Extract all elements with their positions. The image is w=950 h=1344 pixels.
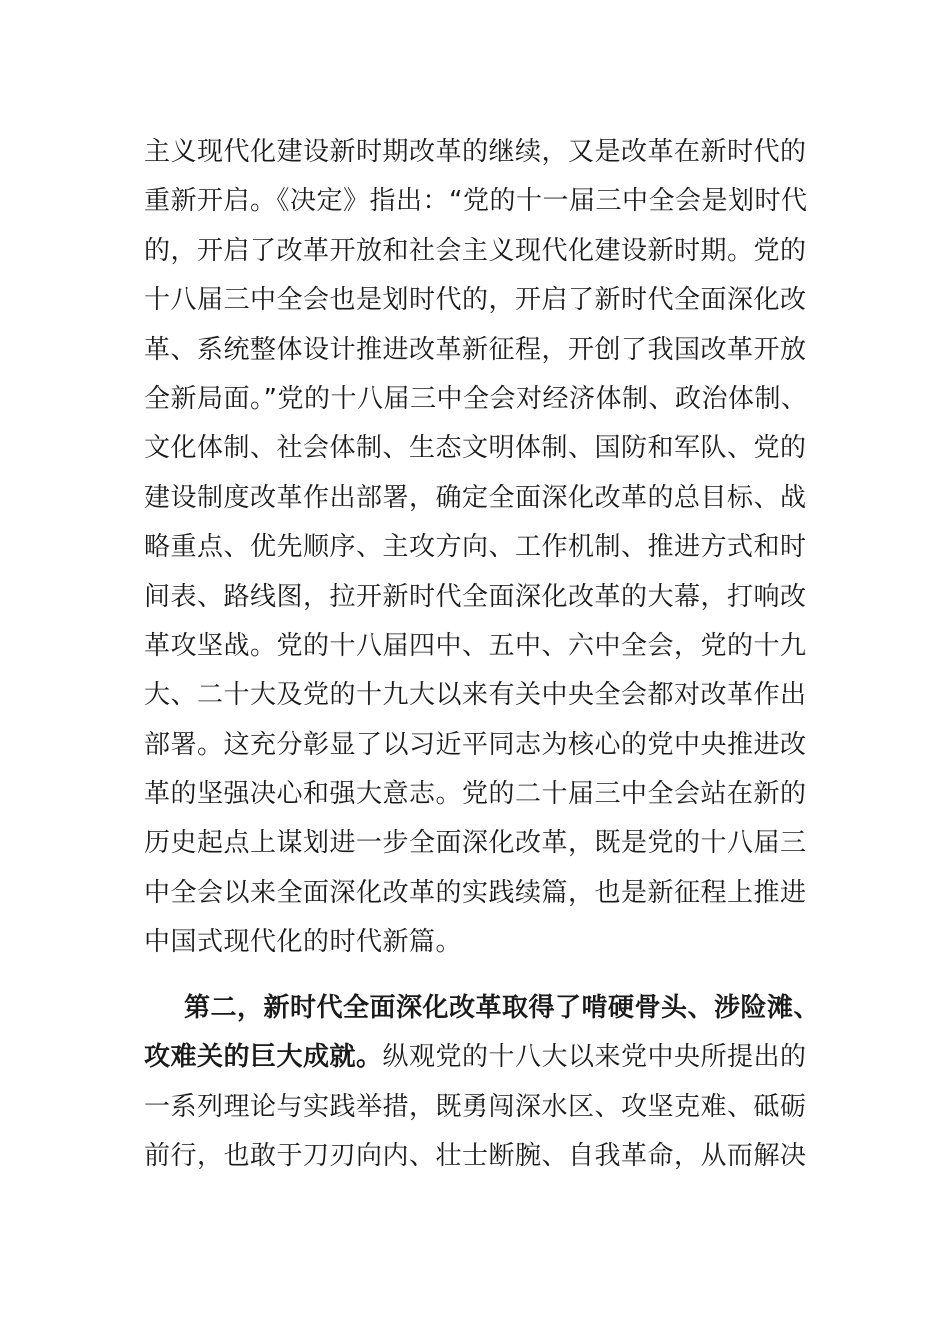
paragraph-2-line-2-text: 纵观党的十八大以来党中央所提出的 <box>382 1042 807 1073</box>
paragraph-2-line-3: 一系列理论与实践举措，既勇闯深水区、攻坚克难、砥砺 <box>144 1091 807 1122</box>
paragraph-2-line-2 <box>144 1033 808 1082</box>
paragraph-2-heading-part-2: 攻难关的巨大成就。 <box>144 1042 383 1073</box>
paragraph-1-line-4: 十八届三中全会也是划时代的，开启了新时代全面深化改 <box>144 285 807 316</box>
paragraph-2-heading-part-1: 第二，新时代全面深化改革取得了啃硬骨头、涉险滩、 <box>184 993 821 1023</box>
paragraph-1-line-15: 历史起点上谋划进一步全面深化改革，既是党的十八届三 <box>144 828 807 859</box>
paragraph-1-line-9: 略重点、优先顺序、主攻方向、工作机制、推进方式和时 <box>144 532 807 563</box>
paragraph-1-line-11: 革攻坚战。党的十八届四中、五中、六中全会，党的十九 <box>144 630 807 661</box>
paragraph-1-line-12: 大、二十大及党的十九大以来有关中央全会都对改革作出 <box>144 680 807 711</box>
paragraph-1-line-17: 中国式现代化的时代新篇。 <box>144 927 463 958</box>
paragraph-1-line-16: 中全会以来全面深化改革的实践续篇，也是新征程上推进 <box>144 877 807 908</box>
paragraph-1-line-8: 建设制度改革作出部署，确定全面深化改革的总目标、战 <box>144 482 807 513</box>
paragraph-2 <box>144 984 821 1182</box>
paragraph-1-line-1: 主义现代化建设新时期改革的继续，又是改革在新时代的 <box>144 137 807 167</box>
paragraph-1-line-14: 革的坚强决心和强大意志。党的二十届三中全会站在新的 <box>144 779 807 810</box>
paragraph-2-line-1 <box>144 984 821 1033</box>
paragraph-1-line-7: 文化体制、社会体制、生态文明体制、国防和军队、党的 <box>144 433 807 464</box>
paragraph-1-line-6: 全新局面。”党的十八届三中全会对经济体制、政治体制、 <box>144 383 808 414</box>
paragraph-1-line-3: 的，开启了改革开放和社会主义现代化建设新时期。党的 <box>144 235 807 266</box>
paragraph-1-line-2: 重新开启。《决定》指出：“党的十一届三中全会是划时代 <box>144 186 808 217</box>
paragraph-2-line-4: 前行，也敢于刀刃向内、壮士断腕、自我革命，从而解决 <box>144 1141 807 1172</box>
paragraph-1-line-10: 间表、路线图，拉开新时代全面深化改革的大幕，打响改 <box>144 581 807 612</box>
paragraph-1-line-5: 革、系统整体设计推进改革新征程，开创了我国改革开放 <box>144 334 807 365</box>
paragraph-1 <box>144 128 808 968</box>
paragraph-1-line-13: 部署。这充分彰显了以习近平同志为核心的党中央推进改 <box>144 729 807 760</box>
